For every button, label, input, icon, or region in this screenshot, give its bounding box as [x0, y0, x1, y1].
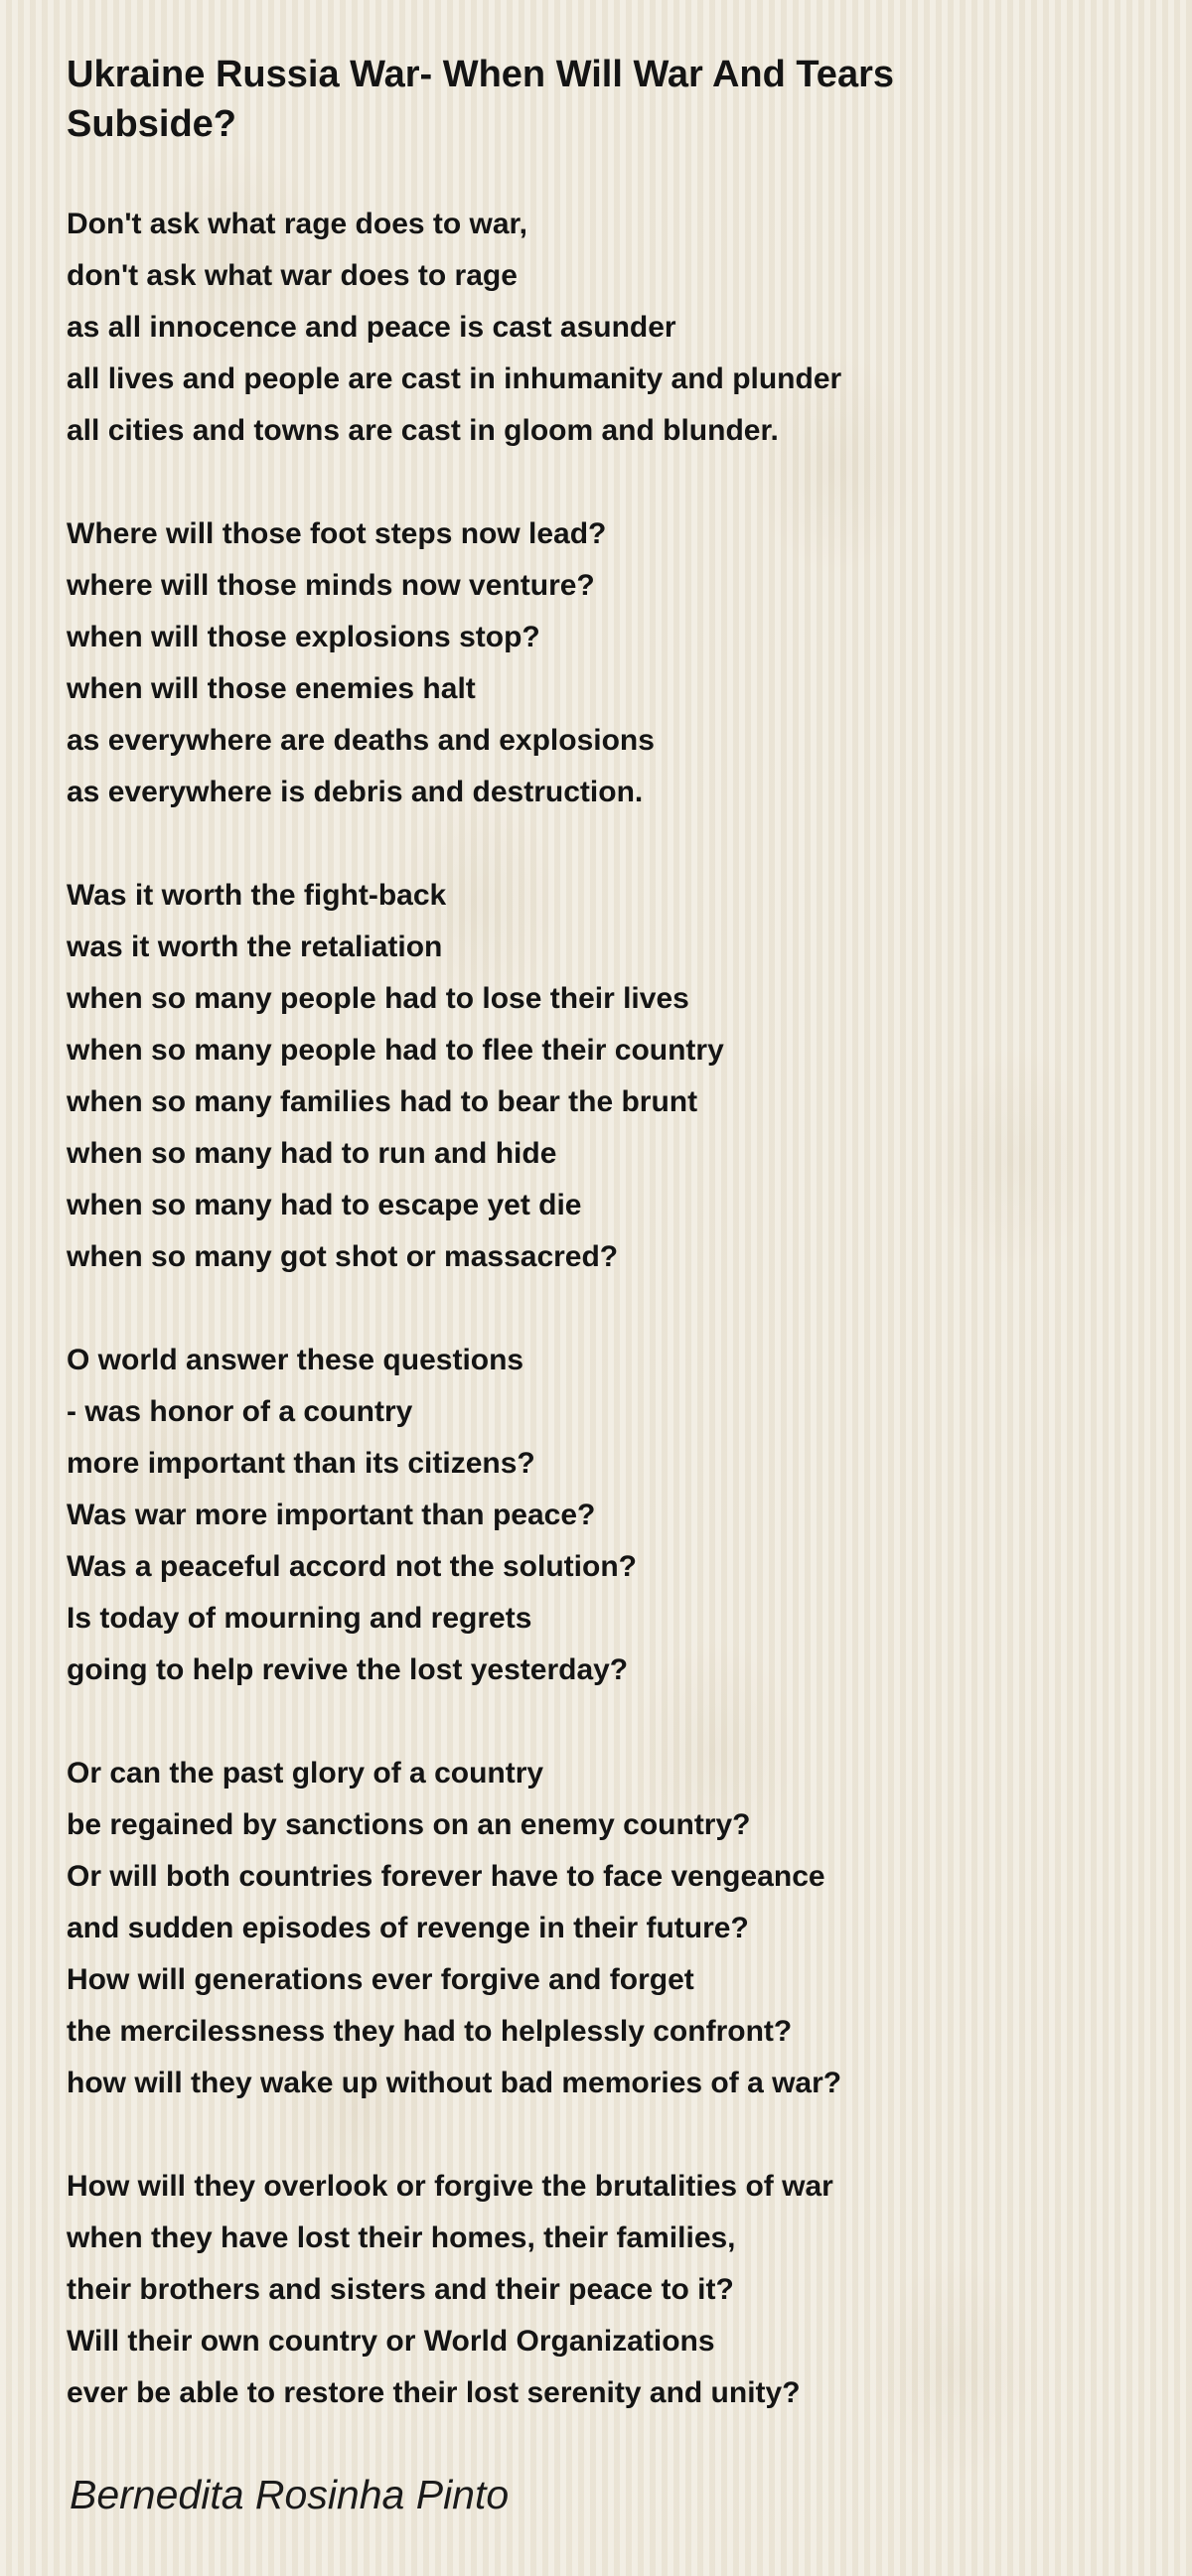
poem-line: as everywhere are deaths and explosions [67, 724, 655, 757]
poem-body [67, 199, 1139, 2419]
poem-line: Will their own country or World Organizations [67, 2325, 715, 2358]
poem-line: How will generations ever forgive and forget [67, 1963, 694, 1996]
poem-line: Where will those foot steps now lead? [67, 517, 607, 550]
poem-line: as all innocence and peace is cast asunder [67, 311, 676, 344]
poem-line: Was a peaceful accord not the solution? [67, 1550, 637, 1583]
poem-line: be regained by sanctions on an enemy country? [67, 1808, 751, 1841]
poem-line: when so many families had to bear the brunt [67, 1085, 698, 1118]
poem-stanza [67, 1748, 1139, 2109]
poem-line: ever be able to restore their lost serenity and unity? [67, 2376, 801, 2409]
poem-line: and sudden episodes of revenge in their future? [67, 1912, 749, 1944]
poem-line: more important than its citizens? [67, 1447, 535, 1480]
poem-line: when so many had to run and hide [67, 1137, 557, 1170]
poem-line: Is today of mourning and regrets [67, 1602, 532, 1635]
poem-line: How will they overlook or forgive the brutalities of war [67, 2170, 833, 2203]
poem-line: when they have lost their homes, their families, [67, 2221, 736, 2254]
poem-stanza [67, 1335, 1139, 1696]
poem-line: O world answer these questions [67, 1344, 524, 1376]
poem-line: when so many people had to lose their lives [67, 982, 689, 1015]
poem-line: where will those minds now venture? [67, 569, 595, 602]
poem-line: Or can the past glory of a country [67, 1757, 544, 1789]
poem-line: Or will both countries forever have to face vengeance [67, 1860, 825, 1893]
poem-line: when so many got shot or massacred? [67, 1240, 619, 1273]
poem-line: when so many had to escape yet die [67, 1189, 582, 1221]
poem-title: Ukraine Russia War- When Will War And Tears Subside? [67, 54, 894, 145]
poem-line: Was war more important than peace? [67, 1499, 596, 1531]
poem-stanza [67, 508, 1139, 818]
poem-line: don't ask what war does to rage [67, 259, 518, 292]
poem-line: as everywhere is debris and destruction. [67, 776, 644, 808]
poem-line: all lives and people are cast in inhumanity and plunder [67, 362, 842, 395]
poem-line: Don't ask what rage does to war, [67, 208, 527, 240]
poem-line: when so many people had to flee their country [67, 1034, 724, 1067]
poem-container [67, 50, 1139, 2471]
poem-line: when will those explosions stop? [67, 621, 540, 653]
poem-line: Was it worth the fight-back [67, 879, 447, 912]
poem-line: how will they wake up without bad memories of a war? [67, 2067, 842, 2099]
poem-stanza [67, 199, 1139, 457]
poem-line: when will those enemies halt [67, 672, 476, 705]
poem-stanza [67, 870, 1139, 1283]
poem-line: - was honor of a country [67, 1395, 413, 1428]
poem-author: Bernedita Rosinha Pinto [70, 2472, 510, 2517]
poem-line: the mercilessness they had to helplessly confront? [67, 2015, 793, 2048]
poem-line: all cities and towns are cast in gloom and blunder. [67, 414, 779, 447]
poem-stanza [67, 2161, 1139, 2419]
poem-line: their brothers and sisters and their peace to it? [67, 2273, 734, 2306]
poem-line: was it worth the retaliation [67, 930, 443, 963]
poem-line: going to help revive the lost yesterday? [67, 1653, 629, 1686]
